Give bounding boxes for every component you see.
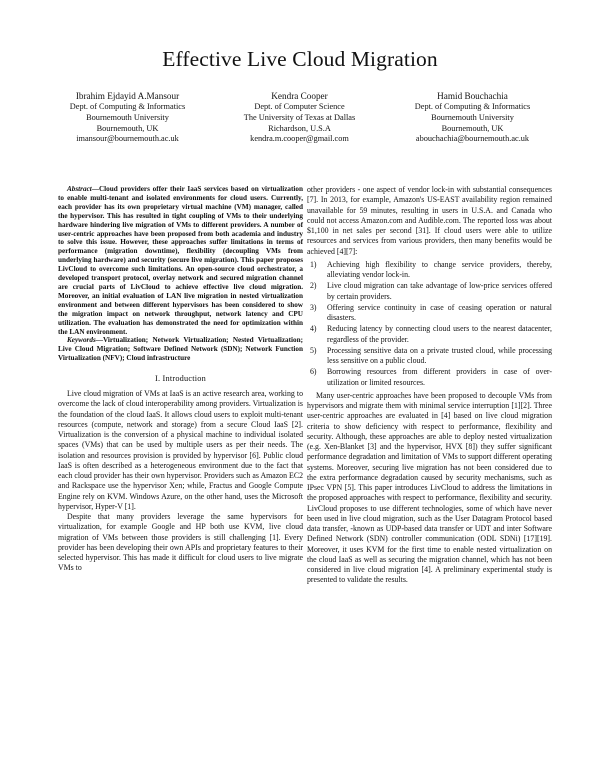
keywords-paragraph (58, 336, 303, 363)
intro-paragraph: Live cloud migration of VMs at IaaS is an active research area, working to overcome the lack of cloud interoperability among providers. Virtualization is the foundation of the cloud IaaS. It allows cloud users to exploit multi-tenant resources (compute, network and storage) from a secure Cloud IaaS [2]. Virtualization is the conversion of a physical machine to individual isolated spaces (VMs) that can be used by multiple users as per their needs. The isolation and resources provision is provided by hypervisor [6]. Public cloud IaaS is often described as a heterogeneous environment due to the fact that each cloud provider has their own hypervisor. Providers such as Amazon EC2 and Rackspace use the hypervisor Xen; while, Fractus and Google Compute Engine rely on KVM. Windows Azure, on the other hand, uses the Microsoft hypervisor, Hyper-V [1]. (58, 389, 303, 511)
author-3 (385, 91, 560, 145)
author-location: Richardson, U.S.A (268, 123, 331, 133)
author-dept: Dept. of Computing & Informatics (414, 102, 531, 112)
list-item (307, 346, 552, 367)
list-number: 6) (310, 367, 317, 377)
list-text: Borrowing resources from different providers in case of over-utilization or limited resources. (327, 367, 552, 387)
list-number: 4) (310, 324, 317, 334)
author-org: Bournemouth University (431, 112, 514, 122)
list-text: Live cloud migration can take advantage of low-price services offered by certain providers. (327, 281, 552, 301)
keywords-text: —Virtualization; Network Virtualization; Nested Virtualization; Live Cloud Migration; Software Defined Network (SDN); Network Function Virtualization (NFV); Cloud infrastructure (58, 336, 303, 363)
abstract-text: —Cloud providers offer their IaaS services based on virtualization to enable multi-tenant and isolated environments for cloud users. Currently, each provider has its own proprietary virtual machine (VM) manager, called the hypervisor. This has resulted in tight coupling of VMs to their underlying hardware hindering live migration of VMs to different providers. A number of user-centric approaches have been proposed from both academia and industry to solve this issue. However, these approaches suffer limitations in terms of performance (migration downtime), flexibility (decoupling VMs from underlying hardware) and security (secure live migration). This paper proposes LivCloud to overcome such limitations. An open-source cloud orchestrator, a developed transport protocol, overlay network and secured migration channel are crucial parts of LivCloud to achieve effective live cloud migration. Moreover, an initial evaluation of LAN live migration in nested virtualization environment and between different hypervisors has been considered to show the migration impact on network throughput, network latency and CPU utilization. The evaluation has demonstrated the need for optimization within the LAN environment. (58, 185, 303, 336)
author-block (40, 91, 560, 161)
list-number: 2) (310, 281, 317, 291)
author-name: Kendra Cooper (271, 91, 328, 101)
list-text: Achieving high flexibility to change service providers, thereby, alleviating vendor lock-in. (327, 259, 552, 279)
list-item (307, 324, 552, 345)
author-location: Bournemouth, UK (441, 123, 504, 133)
section-heading-introduction: I. Introduction (155, 374, 206, 384)
author-org: Bournemouth University (86, 112, 169, 122)
abstract-label: Abstract (67, 185, 92, 193)
intro-paragraph: Despite that many providers leverage the same hypervisors for virtualization, for example Google and HP both use KVM, live cloud migration of VMs between those providers is still challenging [1]. Every provider has been developing their own APIs and proprietary features to their selected hypervisor. This has made it difficult for cloud users to live migrate VMs to (58, 512, 303, 573)
abstract (58, 185, 303, 363)
author-name: Hamid Bouchachia (437, 91, 508, 101)
list-number: 3) (310, 302, 317, 312)
author-dept: Dept. of Computer Science (254, 102, 345, 112)
author-email: kendra.m.cooper@gmail.com (250, 134, 349, 144)
right-paragraph-continued: other providers - one aspect of vendor lock-in with substantial consequences [7]. In 2013, for example, Amazon's US-EAST availability region remained unavailable for 59 minutes, resulting in users in U.S.A. and Canada who could not access Amazon.com and Audible.com. The reported loss was about $1,100 in net sales per second [31]. If cloud users were able to utilize resources and services from various providers, then many benefits would be achieved [4][7]: (307, 185, 552, 256)
list-item (307, 367, 552, 388)
list-item (307, 281, 552, 302)
list-text: Offering service continuity in case of ceasing operation or natural disasters. (327, 302, 552, 322)
author-2 (212, 91, 387, 145)
author-email: imansour@bournemouth.ac.uk (76, 134, 179, 144)
author-1 (40, 91, 215, 145)
paper-title: Effective Live Cloud Migration (162, 47, 438, 71)
list-number: 5) (310, 345, 317, 355)
list-text: Processing sensitive data on a private trusted cloud, while processing less sensitive on a public cloud. (327, 345, 552, 365)
right-paragraph: Many user-centric approaches have been proposed to decouple VMs from hypervisors and migrate them with minimal service interruption [1][2]. Three user-centric approaches are evaluated in [4] based on live cloud migration criteria to show deficiency with respect to performance, flexibility and security. Although, these approaches are able to deploy nested virtualization (e.g. Xen-Blanket [3] and the hypervisor, HVX [8]) they suffer significant performance degradation and limitation of VMs to support different operating systems. Moreover, securing live migration has not been considered due to the extra performance degradation caused by security mechanisms, such as IPsec VPN [5]. This paper introduces LivCloud to address the limitations in the proposed approaches with respect to performance, flexibility and security. LivCloud proposes to use different technologies, some of which have never been used in live cloud migration, such as the User Datagram Protocol based data transfer, -known as UDP-based data transfer or UDT and inter Software Defined Network (SDN) controller communication (ODL SDNi) [17][19]. Moreover, it uses KVM for the first time to enable nested virtualization on the cloud IaaS as well as securing the migration channel, which has not been considered in live cloud migration [4]. A preliminary experimental study is presented to validate the results. (307, 390, 552, 585)
author-name: Ibrahim Ejdayid A.Mansour (75, 91, 180, 101)
list-text: Reducing latency by connecting cloud users to the nearest datacenter, regardless of the provider. (327, 324, 552, 344)
list-number: 1) (310, 259, 317, 269)
author-org: The University of Texas at Dallas (243, 112, 356, 122)
author-location: Bournemouth, UK (96, 123, 159, 133)
left-column (58, 185, 303, 574)
list-item (307, 260, 552, 281)
abstract-paragraph (58, 185, 303, 336)
right-column (307, 185, 552, 586)
keywords-label: Keywords (67, 336, 96, 345)
author-email: abouchachia@bournemouth.ac.uk (415, 134, 530, 144)
list-item (307, 303, 552, 324)
author-dept: Dept. of Computing & Informatics (69, 102, 186, 112)
benefits-list (307, 260, 552, 388)
